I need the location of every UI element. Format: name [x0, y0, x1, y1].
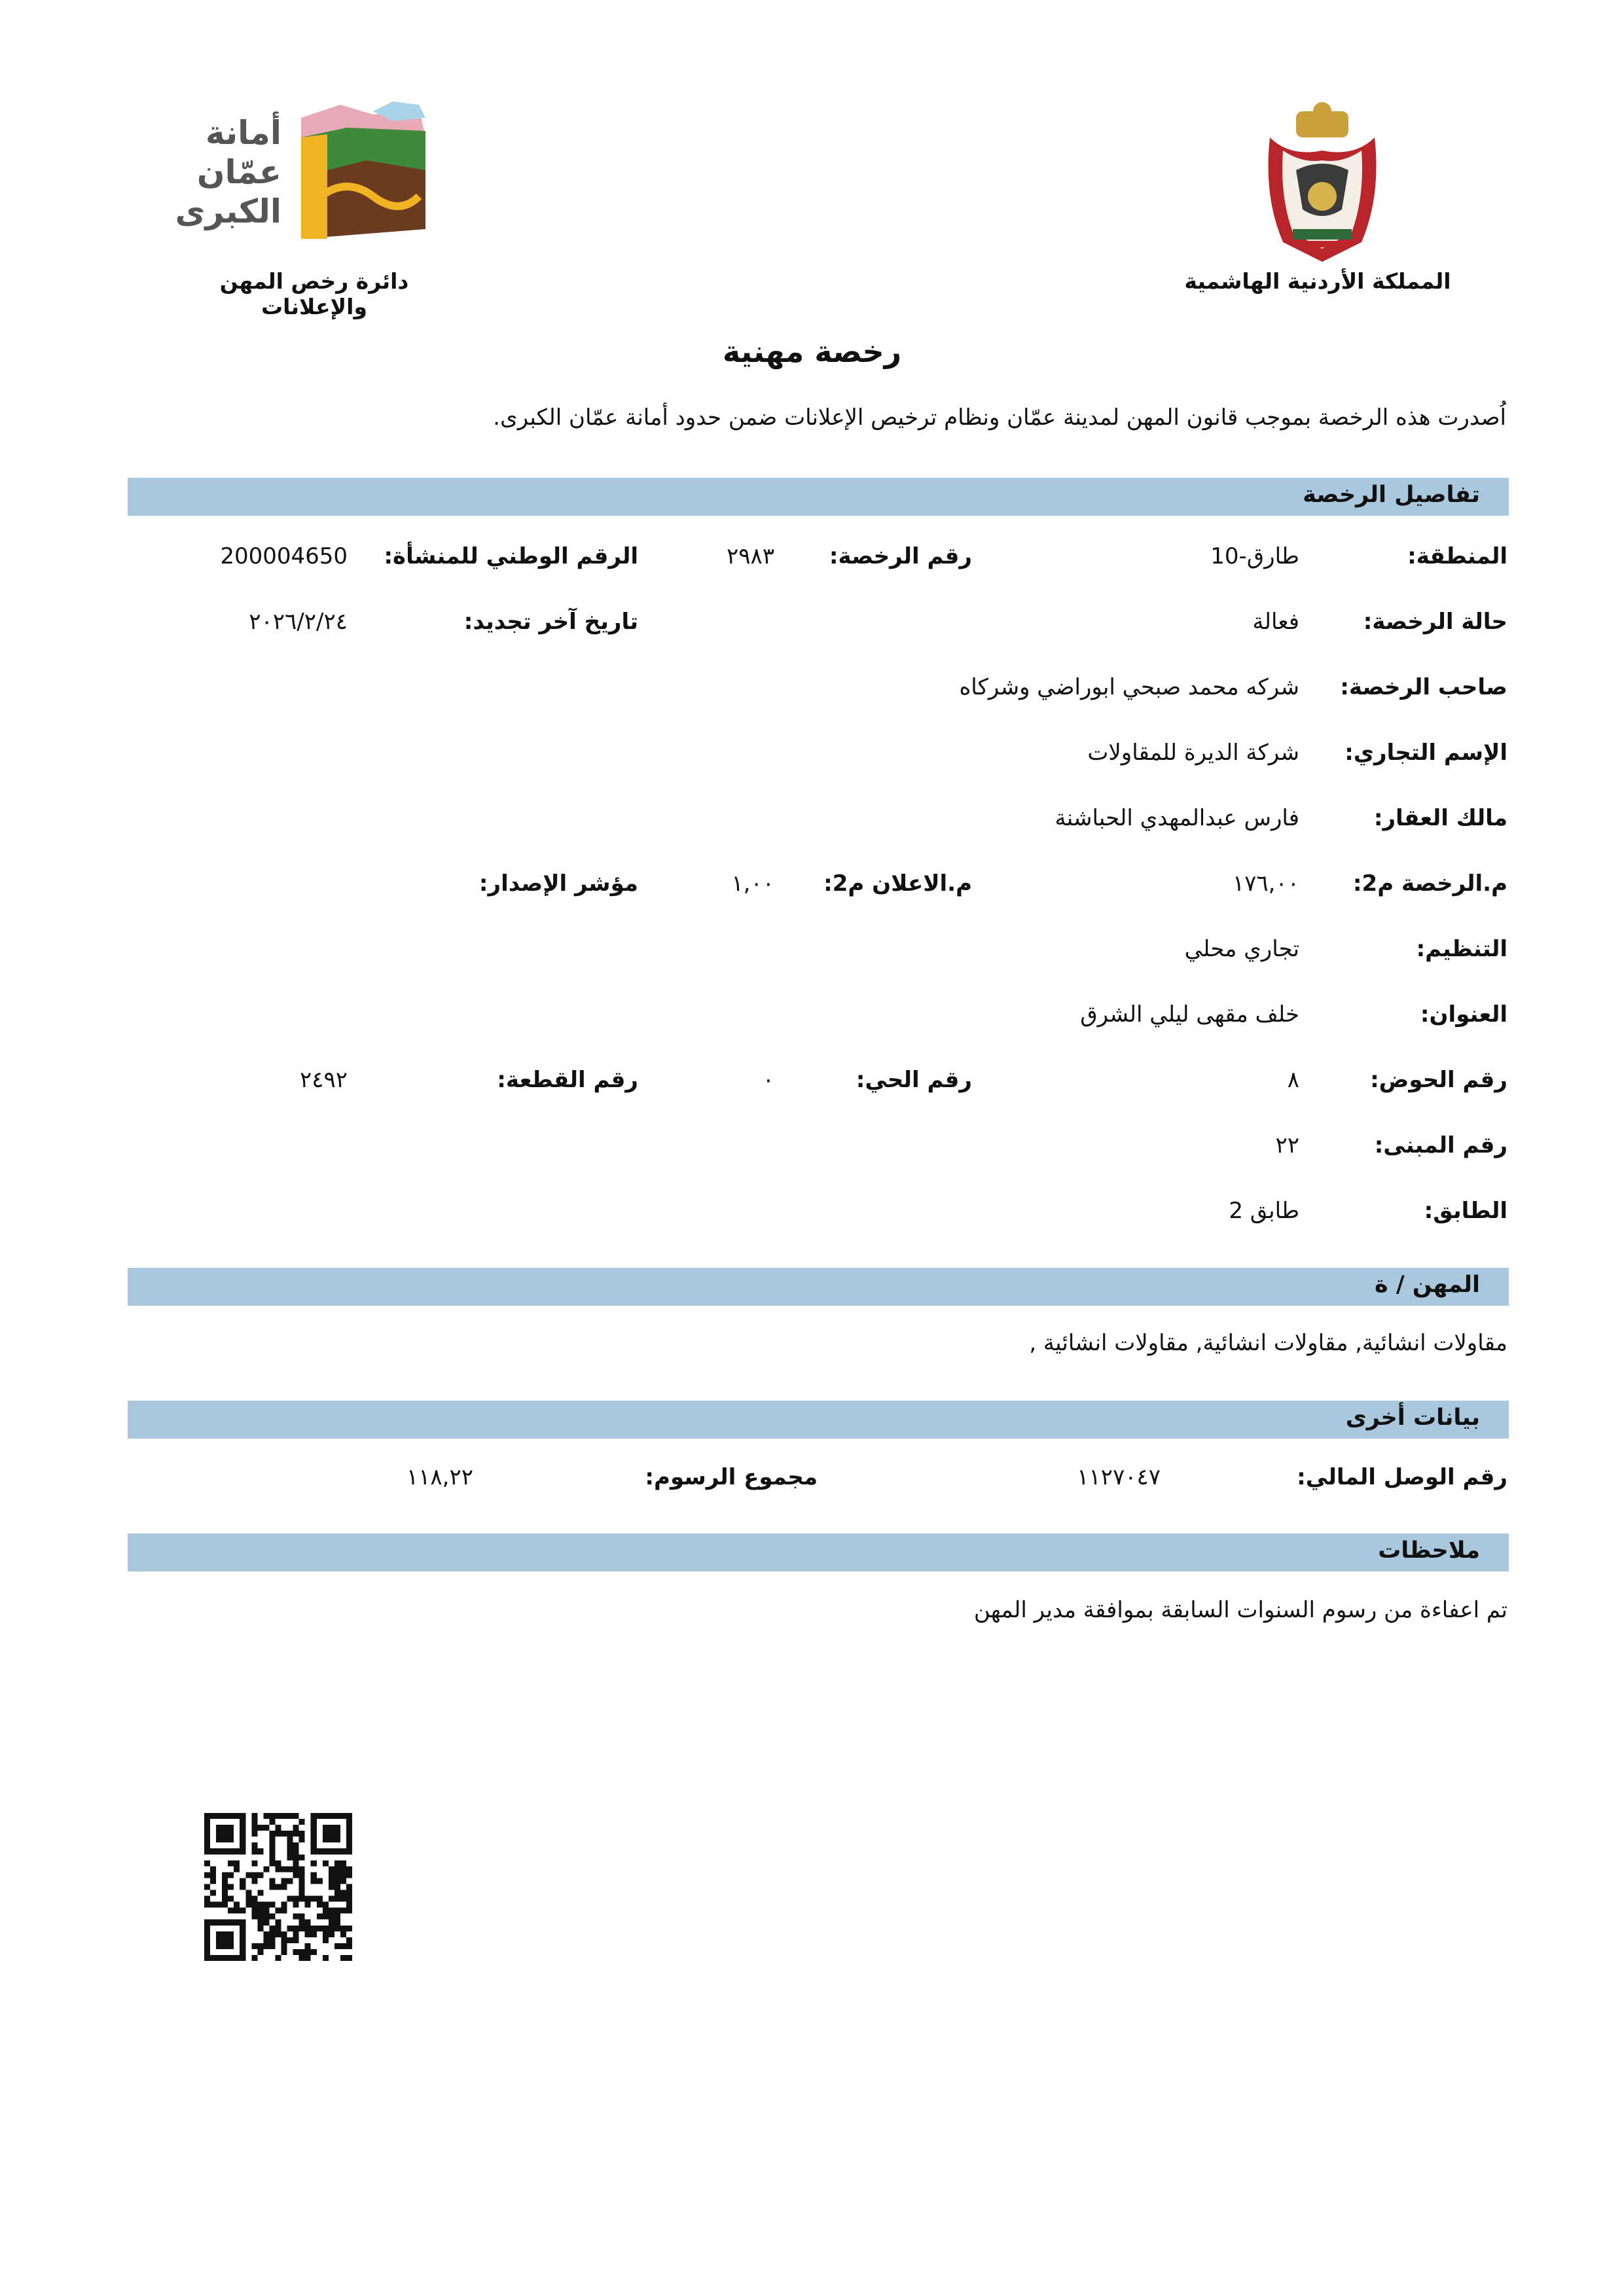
property-owner-value: فارس عبدالمهدي الحباشنة — [1055, 805, 1299, 831]
license-area-label: م.الرخصة م2: — [1352, 870, 1507, 897]
logo-text-line-1: أمانة — [206, 114, 281, 152]
license-number-label: رقم الرخصة: — [829, 543, 972, 569]
section-bar-professions — [128, 1268, 1509, 1306]
section-title-other-data: بيانات أخرى — [1345, 1405, 1480, 1431]
amman-logo-mark — [177, 98, 439, 262]
section-title-professions: المهن / ة — [1374, 1272, 1480, 1298]
ad-area-value: ١,٠٠ — [731, 870, 774, 897]
jordan-coat-of-arms-emblem — [1257, 98, 1388, 268]
building-number-value: ٢٢ — [1275, 1132, 1299, 1158]
amman-municipality-logo — [177, 98, 439, 262]
national-id-label: الرقم الوطني للمنشأة: — [384, 543, 638, 569]
total-fees-label: مجموع الرسوم: — [645, 1464, 818, 1490]
total-fees-value: ١١٨,٢٢ — [406, 1464, 473, 1490]
department-title: دائرة رخص المهن والإعلانات — [219, 268, 409, 319]
section-bar-license-details — [128, 478, 1509, 516]
intro-text: اُصدرت هذه الرخصة بموجب قانون المهن لمدينة عمّان ونظام ترخيص الإعلانات ضمن حدود أمانة عمّان الكبرى. — [493, 404, 1506, 431]
floor-label: الطابق: — [1424, 1198, 1507, 1224]
license-number-value: ٢٩٨٣ — [726, 543, 774, 569]
floor-value: طابق 2 — [1229, 1198, 1299, 1224]
basin-number-label: رقم الحوض: — [1370, 1067, 1507, 1093]
notes-text: تم اعفاءة من رسوم السنوات السابقة بموافقة مدير المهن — [973, 1597, 1507, 1623]
ad-area-label: م.الاعلان م2: — [823, 870, 972, 897]
region-label: المنطقة: — [1407, 543, 1507, 569]
district-number-label: رقم الحي: — [856, 1067, 972, 1093]
trade-name-value: شركة الديرة للمقاولات — [1087, 740, 1299, 766]
logo-text-line-3: الكبرى — [177, 192, 281, 230]
license-owner-label: صاحب الرخصة: — [1340, 674, 1507, 700]
section-title-license-details: تفاصيل الرخصة — [1303, 482, 1480, 508]
plot-number-value: ٢٤٩٢ — [299, 1067, 348, 1093]
district-number-value: ٠ — [762, 1067, 774, 1093]
region-value: طارق-10 — [1210, 543, 1299, 569]
trade-name-label: الإسم التجاري: — [1344, 740, 1507, 766]
logo-text-line-2: عمّان — [196, 153, 281, 191]
issue-index-label: مؤشر الإصدار: — [478, 870, 638, 897]
address-label: العنوان: — [1420, 1001, 1507, 1028]
license-status-label: حالة الرخصة: — [1363, 609, 1507, 635]
section-bar-other-data — [128, 1401, 1509, 1439]
license-area-value: ١٧٦,٠٠ — [1232, 870, 1299, 897]
document-title: رخصة مهنية — [722, 334, 902, 369]
basin-number-value: ٨ — [1287, 1067, 1299, 1093]
zoning-value: تجاري محلي — [1184, 936, 1299, 962]
building-number-label: رقم المبنى: — [1374, 1132, 1507, 1158]
professions-list: مقاولات انشائية, مقاولات انشائية, مقاولات انشائية , — [1029, 1330, 1507, 1356]
ministry-title: المملكة الأردنية الهاشمية — [1184, 268, 1451, 294]
receipt-number-value: ١١٢٧٠٤٧ — [1077, 1464, 1161, 1490]
zoning-label: التنظيم: — [1416, 936, 1507, 962]
section-title-notes: ملاحظات — [1378, 1537, 1480, 1564]
address-value: خلف مقهى ليلي الشرق — [1080, 1001, 1299, 1028]
property-owner-label: مالك العقار: — [1373, 805, 1507, 831]
last-renewal-label: تاريخ آخر تجديد: — [463, 609, 638, 635]
receipt-number-label: رقم الوصل المالي: — [1297, 1464, 1507, 1490]
qr-code — [204, 1813, 352, 1961]
national-id-value: 200004650 — [220, 543, 348, 569]
license-status-value: فعالة — [1252, 609, 1299, 635]
last-renewal-value: ٢٠٢٦/٢/٢٤ — [249, 609, 348, 635]
license-owner-value: شركه محمد صبحي ابوراضي وشركاه — [959, 674, 1299, 700]
plot-number-label: رقم القطعة: — [497, 1067, 638, 1093]
section-bar-notes — [128, 1534, 1509, 1571]
